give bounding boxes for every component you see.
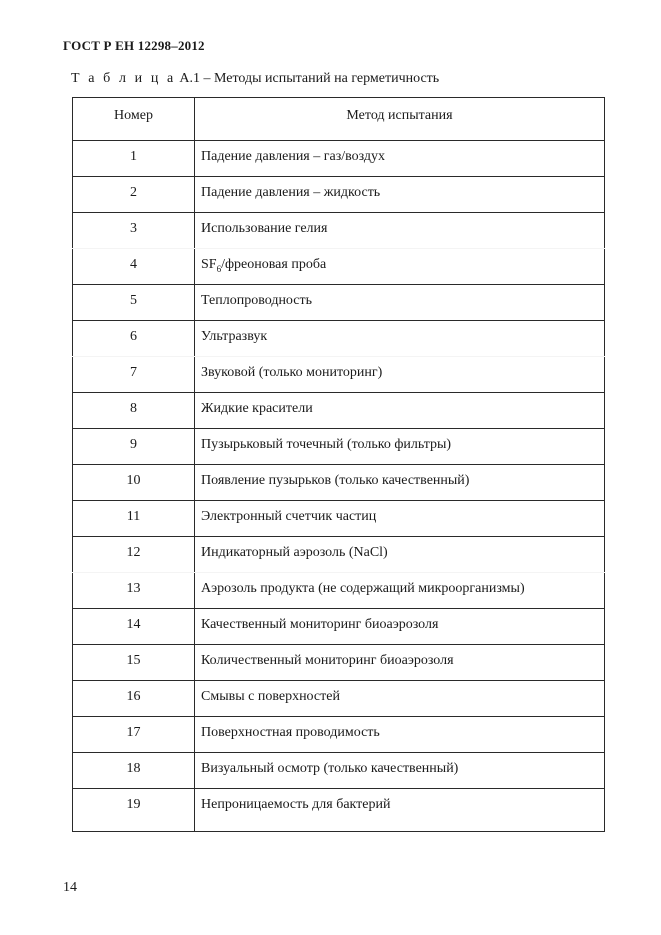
row-method: Теплопроводность	[195, 285, 605, 321]
table-row	[73, 285, 605, 321]
table-row	[73, 177, 605, 213]
table-row	[73, 753, 605, 789]
row-number: 18	[73, 753, 195, 789]
row-number: 13	[73, 573, 195, 609]
row-number: 17	[73, 717, 195, 753]
table-header-row	[73, 98, 605, 141]
standard-header: ГОСТ Р ЕН 12298–2012	[63, 38, 205, 53]
caption-number: А.1	[179, 71, 200, 86]
row-method: Количественный мониторинг биоаэрозоля	[195, 645, 605, 681]
row-method: Жидкие красители	[195, 393, 605, 429]
table-row	[73, 429, 605, 465]
table-row	[73, 717, 605, 753]
table-row	[73, 501, 605, 537]
table-row	[73, 357, 605, 393]
row-number: 7	[73, 357, 195, 393]
column-header-number: Номер	[73, 98, 195, 141]
row-method: Электронный счетчик частиц	[195, 501, 605, 537]
table-row	[73, 681, 605, 717]
table-row	[73, 249, 605, 285]
row-method: Визуальный осмотр (только качественный)	[195, 753, 605, 789]
row-method: Падение давления – газ/воздух	[195, 141, 605, 177]
table-row	[73, 465, 605, 501]
row-number: 10	[73, 465, 195, 501]
row-number: 9	[73, 429, 195, 465]
method-subscript: 6	[216, 263, 222, 274]
table-caption	[71, 71, 439, 87]
row-number: 16	[73, 681, 195, 717]
table-row	[73, 393, 605, 429]
row-number: 1	[73, 141, 195, 177]
method-suffix: /фреоновая проба	[221, 257, 327, 272]
row-method: Ультразвук	[195, 321, 605, 357]
row-method: Индикаторный аэрозоль (NaCl)	[195, 537, 605, 573]
row-number: 15	[73, 645, 195, 681]
table-row	[73, 213, 605, 249]
row-number: 12	[73, 537, 195, 573]
row-number: 3	[73, 213, 195, 249]
page-number: 14	[63, 880, 77, 895]
row-method: Появление пузырьков (только качественный)	[195, 465, 605, 501]
row-number: 8	[73, 393, 195, 429]
table-row	[73, 321, 605, 357]
row-method: Использование гелия	[195, 213, 605, 249]
row-number: 19	[73, 789, 195, 832]
caption-separator: –	[203, 71, 211, 86]
column-header-method: Метод испытания	[195, 98, 605, 141]
row-method: Непроницаемость для бактерий	[195, 789, 605, 832]
caption-title: Методы испытаний на герметичность	[214, 71, 440, 86]
row-method: Падение давления – жидкость	[195, 177, 605, 213]
table-row	[73, 537, 605, 573]
row-method: Звуковой (только мониторинг)	[195, 357, 605, 393]
row-number: 5	[73, 285, 195, 321]
row-number: 14	[73, 609, 195, 645]
row-method: Смывы с поверхностей	[195, 681, 605, 717]
table-row	[73, 609, 605, 645]
row-number: 4	[73, 249, 195, 285]
table-row	[73, 141, 605, 177]
caption-label: Т а б л и ц а	[71, 71, 176, 86]
row-number: 11	[73, 501, 195, 537]
row-method: Пузырьковый точечный (только фильтры)	[195, 429, 605, 465]
row-number: 2	[73, 177, 195, 213]
row-method: Аэрозоль продукта (не содержащий микроорганизмы)	[195, 573, 605, 609]
table-row	[73, 645, 605, 681]
row-method	[195, 249, 605, 285]
row-method: Поверхностная проводимость	[195, 717, 605, 753]
table-row	[73, 573, 605, 609]
method-prefix: SF	[201, 257, 217, 272]
row-method: Качественный мониторинг биоаэрозоля	[195, 609, 605, 645]
methods-table	[72, 97, 605, 832]
row-number: 6	[73, 321, 195, 357]
table-row	[73, 789, 605, 832]
